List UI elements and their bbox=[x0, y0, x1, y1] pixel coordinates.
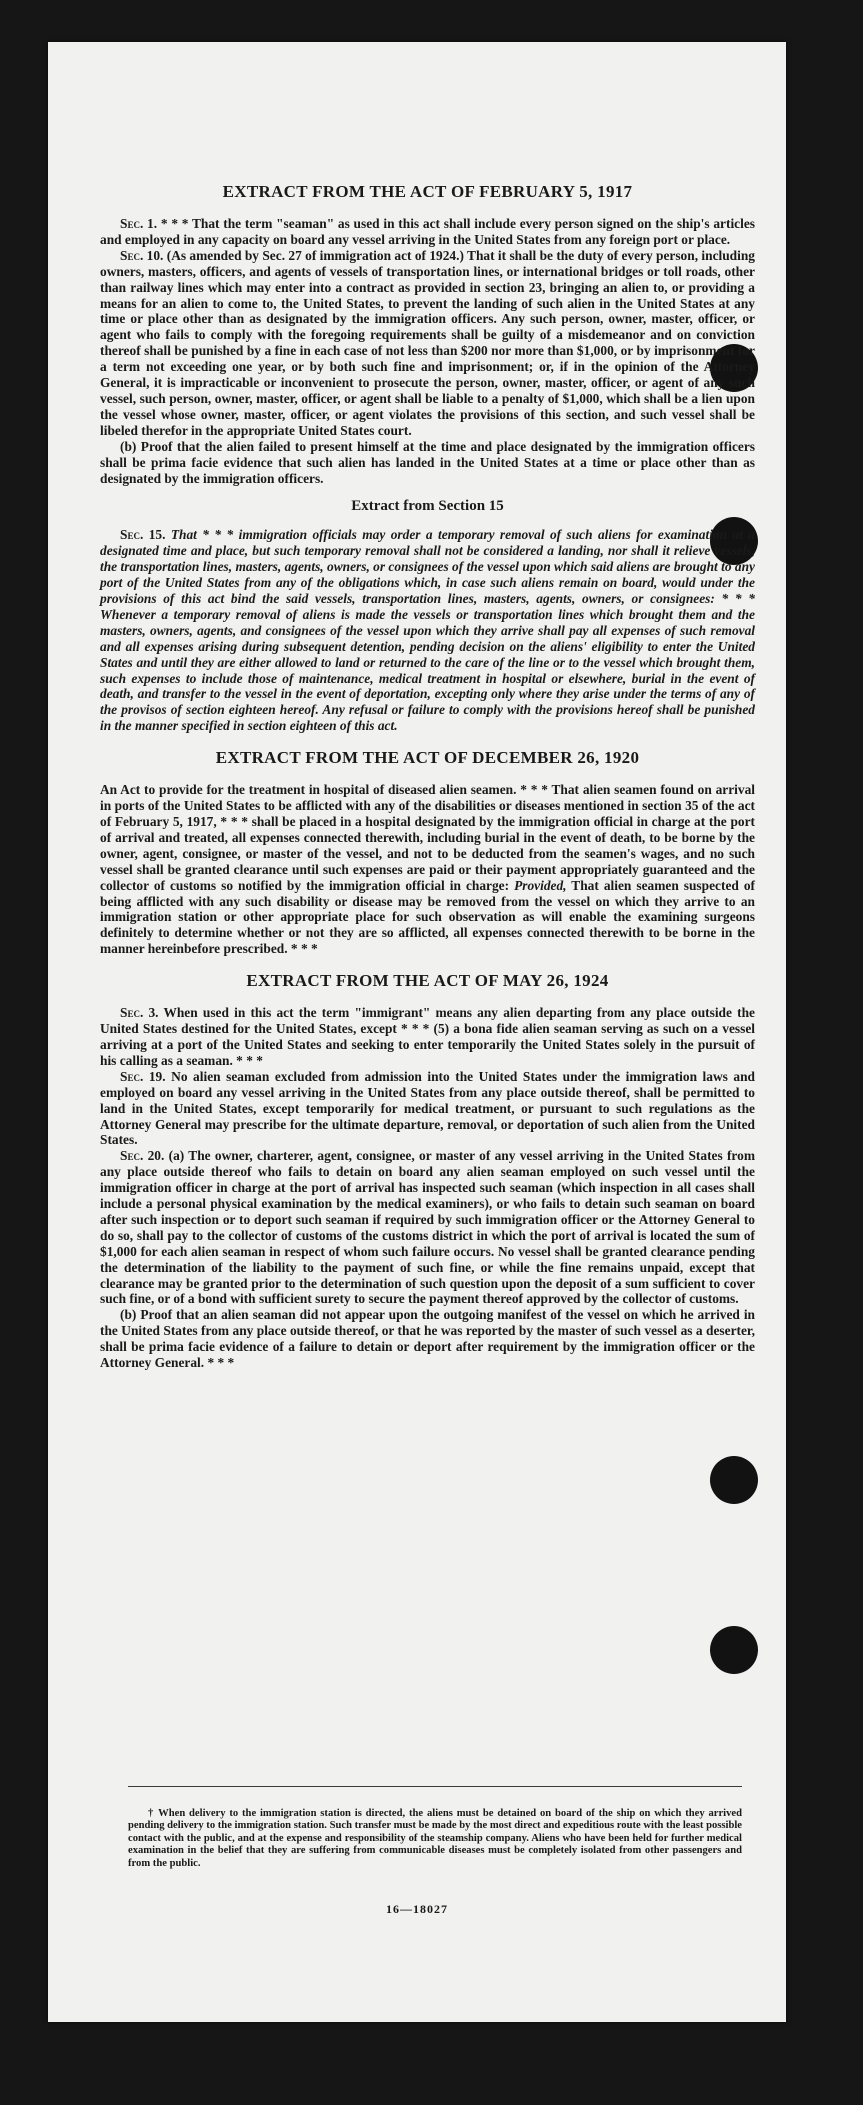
section-10-b: (b) Proof that the alien failed to present himself at the time and place designated by the immigration officers shall be prima facie evidence that such alien has landed in the United States at a time or place other than as designated by the immigration officers. bbox=[100, 438, 755, 486]
document-body bbox=[100, 182, 755, 1371]
punch-hole bbox=[710, 1456, 758, 1504]
footnote-divider bbox=[128, 1786, 742, 1787]
section-1: Sec. 1. * * * That the term "seaman" as used in this act shall include every person signed on the ship's articles and employed in any capacity on board any vessel arriving in the United States from any foreign port or place. bbox=[100, 216, 755, 247]
section-15: Sec. 15. That * * * immigration officials may order a temporary removal of such aliens for examination at a designated time and place, but such temporary removal shall not be considered a landing, nor shall it relieve vessels, the transportation lines, masters, agents, owners, or consignees of the vessel upon which said aliens are brought to any port of the United States from any of the obligations which, in case such aliens remain on board, would under the provisions of this act bind the said vessels, transportation lines, masters, agents, owners, or consignees: * * * Whenever a temporary removal of aliens is made the vessels or transportation lines which brought them and the masters, owners, agents, and consignees of the vessel upon which they arrive shall pay all expenses of such removal and all expenses arising during subsequent detention, pending decision on the aliens' eligibility to enter the United States and until they are either allowed to land or returned to the care of the line or to the vessel which brought them, such expenses to include those of maintenance, medical treatment in hospital or elsewhere, burial in the event of death, and transfer to the vessel in the event of deportation, excepting only where they arise under the terms of any of the provisos of section eighteen hereof. Any refusal or failure to comply with the provisions hereof shall be punished in the manner specified in section eighteen of this act. bbox=[100, 527, 755, 734]
heading-section-15: Extract from Section 15 bbox=[351, 498, 504, 515]
punch-hole bbox=[710, 1626, 758, 1674]
document-page bbox=[48, 42, 786, 2022]
section-20-b: (b) Proof that an alien seaman did not appear upon the outgoing manifest of the vessel on which he arrived in the United States from any place outside thereof, or that he was reported by the master of such vessel as a deserter, shall be prima facie evidence of a failure to detain or deport after requirement by the immigration officer or the Attorney General. * * * bbox=[100, 1307, 755, 1371]
heading-act-1924: EXTRACT FROM THE ACT OF MAY 26, 1924 bbox=[246, 971, 609, 991]
act-1920-text: An Act to provide for the treatment in hospital of diseased alien seamen. * * * That alien seamen found on arrival in ports of the United States to be afflicted with any of the disabilities or diseases mentioned in section 35 of the act of February 5, 1917, * * * shall be placed in a hospital designated by the immigration official in charge at the port of arrival and treated, all expenses connected therewith, including burial in the event of death, to be borne by the owner, agent, consignee, or master of the vessel, and not to be deducted from the seamen's wages, and no such vessel shall be granted clearance until such expenses are paid or their payment appropriately guaranteed and the collector of customs so notified by the immigration official in charge: Provided, That alien seamen suspected of being afflicted with any such disability or disease may be removed from the vessel on which they arrive to an immigration station or other appropriate place for such observation as will enable the examining surgeons definitely to determine whether or not they are so afflicted, all expenses connected therewith to be borne in the manner hereinbefore prescribed. * * * bbox=[100, 782, 755, 957]
heading-act-1917: EXTRACT FROM THE ACT OF FEBRUARY 5, 1917 bbox=[222, 182, 633, 201]
section-3: Sec. 3. When used in this act the term "immigrant" means any alien departing from any place outside the United States destined for the United States, except * * * (5) a bona fide alien seaman serving as such on a vessel arriving at a port of the United States and seeking to enter temporarily the United States solely in the pursuit of his calling as a seaman. * * * bbox=[100, 1005, 755, 1068]
heading-act-1920: EXTRACT FROM THE ACT OF DECEMBER 26, 1920 bbox=[215, 748, 640, 768]
page-number: 16—18027 bbox=[386, 1902, 448, 1916]
section-19: Sec. 19. No alien seaman excluded from admission into the United States under the immigration laws and employed on board any vessel arriving in the United States from any place outside thereof, shall be permitted to land in the United States, except temporarily for medical treatment, or pursuant to such regulations as the Attorney General may prescribe for the ultimate departure, removal, or deportation of such alien from the United States. bbox=[100, 1068, 755, 1148]
footnote-text: † When delivery to the immigration station is directed, the aliens must be detained on board of the ship on which they arrived pending delivery to the immigration station. Such transfer must be made by the most direct and expeditious route with the least possible contact with the public, and at the expense and responsibility of the steamship company. Aliens who have been held for further medical examination in the belief that they are suffering from communicable diseases must be completely isolated from other passengers and from the public. bbox=[128, 1808, 742, 1869]
section-20: Sec. 20. (a) The owner, charterer, agent, consignee, or master of any vessel arriving in the United States from any place outside thereof who fails to detain on board any alien seaman employed on such vessel until the immigration officer in charge at the port of arrival has inspected such seaman (which inspection in all cases shall include a personal physical examination by the medical examiners), or who fails to detain such seaman on board after such inspection or to deport such seaman if required by such immigration officer or the Attorney General to do so, shall pay to the collector of customs of the customs district in which the port of arrival is located the sum of $1,000 for each alien seaman in respect of whom such failure occurs. No vessel shall be granted clearance pending the determination of the liability to the payment of such fine, or while the fine remains unpaid, except that clearance may be granted prior to the determination of such question upon the deposit of a sum sufficient to cover such fine, or of a bond with sufficient surety to secure the payment thereof approved by the collector of customs. bbox=[100, 1148, 755, 1307]
section-10: Sec. 10. (As amended by Sec. 27 of immigration act of 1924.) That it shall be the duty of every person, including owners, masters, officers, and agents of vessels of transportation lines, or international bridges or toll roads, other than railway lines which may enter into a contract as provided in section 23, bringing an alien to, or providing a means for an alien to come to, the United States, to prevent the landing of such alien in the United States at any time or place other than as designated by the immigration officers. Any such person, owner, master, officer, or agent who fails to comply with the foregoing requirements shall be guilty of a misdemeanor and on conviction thereof shall be punished by a fine in each case of not less than $200 nor more than $1,000, or by imprisonment for a term not exceeding one year, or by both such fine and imprisonment; or, if in the opinion of the Attorney General, it is impracticable or inconvenient to prosecute the person, owner, master, officer, or agent of any such vessel, such person, owner, master, officer, or agent shall be liable to a penalty of $1,000, which shall be a lien upon the vessel whose owner, master, officer, or agent violates the provisions of this section, and such vessel shall be libeled therefor in the appropriate United States court. bbox=[100, 247, 755, 438]
footnote bbox=[128, 1808, 742, 1870]
